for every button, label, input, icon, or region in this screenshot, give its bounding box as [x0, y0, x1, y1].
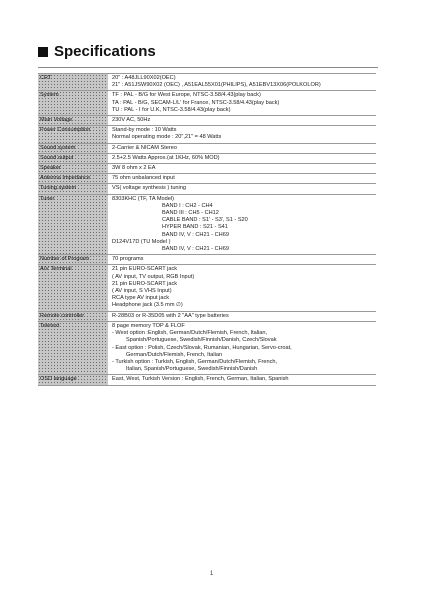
spec-value-line: 20" : A48JLL90X02(OEC) [112, 75, 176, 81]
spec-value [108, 164, 376, 173]
spec-label: Antenna Impedance [38, 174, 108, 183]
spec-label: Sound output [38, 154, 108, 163]
spec-value-line: 21" : A51JSW90X02 (OEC) , A51EAL55X01(PHILIPS), A51EBV13X06(POLKOLOR) [112, 82, 321, 89]
spec-value [108, 312, 376, 321]
spec-value-line: Headphone jack (3.5 mm ∅) [112, 302, 183, 309]
spec-row [38, 164, 376, 174]
spec-row [38, 174, 376, 184]
spec-label: Main Voltage [38, 116, 108, 125]
spec-value-line: - East option : Polish, Czech/Slovak, Rumanian, Hungarian, Servo-croat, [112, 344, 292, 351]
spec-value [108, 154, 376, 163]
spec-value-line: R-28B03 or R-35D05 with 2 "AA" type batteries [112, 312, 229, 319]
spec-value-line: Spanish/Portuguese, Swedish/Finnish/Danish, Czech/Slovak [126, 337, 277, 344]
spec-row [38, 116, 376, 126]
spec-value-line: 75 ohm unbalanced input [112, 175, 175, 182]
page-title: Specifications [54, 43, 156, 60]
spec-row [38, 322, 376, 375]
spec-label: Power Consumption [38, 126, 108, 142]
spec-label: Tuning system [38, 184, 108, 193]
spec-value [108, 174, 376, 183]
spec-label: Tuner [38, 195, 108, 255]
spec-row [38, 144, 376, 154]
spec-value [108, 255, 376, 264]
spec-row [38, 265, 376, 311]
spec-value-line: TA : PAL - B/G, SECAM-L/L' for France, NTSC-3.58/4.43(play back) [112, 99, 280, 106]
spec-row [38, 375, 376, 385]
spec-label: A/V Terminal [38, 265, 108, 310]
spec-value-line: VS( voltage synthesis ) tuning [112, 185, 186, 192]
spec-label: Sound system [38, 144, 108, 153]
spec-value-line: ( AV input, S VHS Input) [112, 288, 172, 295]
spec-label: OSD language [38, 375, 108, 384]
spec-value-line: 8 page memory TOP & FLOF [112, 322, 185, 329]
spec-row [38, 91, 376, 116]
spec-value-line: TU : PAL - I for U.K, NTSC-3.58/4.43(play back) [112, 106, 231, 113]
section-heading [38, 43, 156, 60]
specifications-table [38, 73, 376, 386]
spec-row [38, 73, 376, 91]
spec-value-line: ( AV input, TV output, RGB Input) [112, 273, 195, 280]
spec-value-line: Stand-by mode : 10 Watts [112, 127, 177, 134]
spec-value-line: German/Dutch/Flemish, French, Italian [126, 351, 223, 358]
spec-value-line: CABLE BAND : S1' - S3', S1 - S20 [162, 217, 248, 224]
spec-label: CRT [38, 74, 108, 90]
spec-value [108, 265, 376, 310]
spec-label: Teletext [38, 322, 108, 374]
spec-value-line: D124V17D (TU Model ) [112, 238, 171, 245]
spec-value-line: Normal operating mode : 20",21" = 48 Watts [112, 134, 222, 141]
spec-value-line: 2.5+2.5 Watts Approx.(at 1KHz, 60% MOD) [112, 154, 220, 161]
spec-value-line: RCA type AV input jack [112, 295, 170, 302]
spec-label: Speaker [38, 164, 108, 173]
spec-value-line: - Turkish option : Turkish, English, German/Dutch/Flemish, French, [112, 358, 278, 365]
spec-value-line: BAND IV, V : CH21 - CH69 [162, 246, 229, 253]
spec-value [108, 375, 376, 384]
spec-value [108, 126, 376, 142]
spec-value-line: BAND III : CH5 - CH12 [162, 210, 219, 217]
spec-value-line: HYPER BAND : S21 - S41 [162, 224, 228, 231]
spec-value-line: East, West, Turkish Version : English, French, German, Italian, Spanish [112, 376, 289, 383]
page-number: 1 [209, 571, 214, 577]
spec-value-line: 70 programs [112, 256, 144, 263]
spec-value [108, 116, 376, 125]
heading-bullet-icon [38, 47, 48, 57]
spec-label: System [38, 91, 108, 115]
spec-value-line: BAND I : CH2 - CH4 [162, 202, 213, 209]
spec-label: Remote controller [38, 312, 108, 321]
spec-value [108, 144, 376, 153]
spec-label: Number of Program [38, 255, 108, 264]
spec-value-line: 230V AC, 50Hz [112, 117, 151, 124]
spec-value-line: BAND IV, V : CH21 - CH69 [162, 231, 229, 238]
spec-value-line: - West option :English, German/Dutch/Flemish, French, Italian, [112, 330, 268, 337]
spec-value [108, 74, 376, 90]
spec-value-line: Italian, Spanish/Portuguese, Swedish/Finnish/Danish [126, 366, 258, 373]
spec-value-line: 2-Carrier & NICAM Stereo [112, 144, 177, 151]
spec-value [108, 195, 376, 255]
title-divider [38, 67, 378, 68]
spec-row [38, 195, 376, 256]
spec-value-line: 3W 8 ohm x 2 EA [112, 165, 156, 172]
spec-value [108, 322, 376, 374]
spec-value [108, 184, 376, 193]
spec-value-line: 21 pin EURO-SCART jack [112, 280, 178, 287]
spec-value [108, 91, 376, 115]
spec-row [38, 154, 376, 164]
spec-row [38, 312, 376, 322]
spec-value-line: 8303KHC (TF, TA Model) [112, 195, 174, 202]
spec-row [38, 184, 376, 194]
spec-value-line: TF : PAL - B/G for West Europe, NTSC-3.58/4.43(play back) [112, 92, 261, 99]
spec-value-line: 21 pin EURO-SCART jack [112, 266, 178, 273]
spec-row [38, 126, 376, 143]
spec-row [38, 255, 376, 265]
